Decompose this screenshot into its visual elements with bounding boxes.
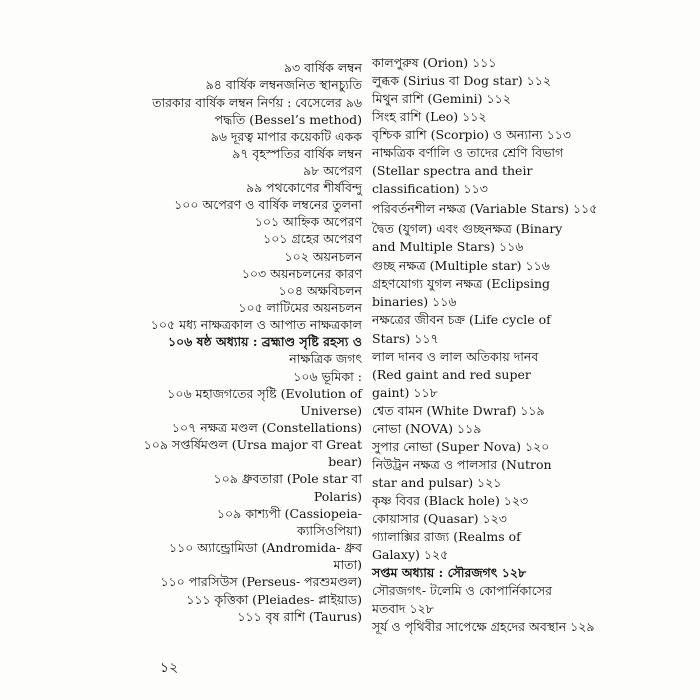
toc-line: ১০৫ লাটিমের অয়নচলন	[238, 300, 362, 315]
toc-line: Universe)	[300, 403, 362, 418]
toc-line: ১০০ অপেরণ ও বার্ষিক লম্বনের তুলনা	[174, 197, 362, 212]
toc-line: star and pulsar) ১২১	[372, 475, 502, 490]
toc-line: মতবাদ ১২৮	[372, 601, 434, 616]
toc-line: কালপুরুষ (Orion) ১১১	[372, 55, 497, 70]
toc-line: মাতা)	[333, 557, 362, 572]
toc-line: তারকার বার্ষিক লম্বন নির্ণয় : বেসেলের ৯৬	[152, 95, 362, 110]
toc-line: সুপার নোভা (Super Nova) ১২০	[372, 439, 550, 454]
toc-line: ৯৩ বার্ষিক লম্বন	[283, 60, 362, 75]
toc-line: পদ্ধতি (Bessel’s method)	[214, 112, 362, 127]
toc-line: (Stellar spectra and their	[372, 163, 533, 178]
toc-line: ১০৭ নক্ষত্র মণ্ডল (Constellations)	[171, 420, 362, 435]
toc-line: গ্যালাক্সির রাজ্য (Realms of	[372, 529, 521, 544]
toc-line: gaint) ১১৮	[372, 385, 438, 400]
page-number: ১২	[160, 660, 179, 676]
toc-line: লাল দানব ও লাল অতিকায় দানব	[372, 349, 539, 364]
toc-line: ১০৬ মহাজগতের সৃষ্টি (Evolution of	[167, 386, 362, 401]
toc-line: ১০১ গ্রহের অপেরণ	[263, 231, 362, 246]
toc-line: Galaxy) ১২৫	[372, 547, 449, 562]
toc-line: ১০৯ কাশ্যপী (Cassiopeia-	[216, 506, 362, 521]
toc-line: সূর্য ও পৃথিবীর সাপেক্ষে গ্রহদের অবস্থান ১২৯	[372, 619, 595, 634]
toc-line: ৯৮ অপেরণ	[303, 163, 362, 178]
toc-line: classification) ১১৩	[372, 181, 488, 196]
toc-line: নক্ষত্রের জীবন চক্র (Life cycle of	[372, 312, 551, 327]
toc-line: গুচ্ছ নক্ষত্র (Multiple star) ১১৬	[372, 258, 550, 273]
toc-line: নাক্ষত্রিক বর্ণালি ও তাদের শ্রেণি বিভাগ	[372, 145, 564, 160]
toc-line: বৃশ্চিক রাশি (Scorpio) ও অন্যান্য ১১৩	[372, 127, 572, 142]
toc-line: কোয়াসার (Quasar) ১২৩	[372, 511, 507, 526]
toc-line: মিথুন রাশি (Gemini) ১১২	[372, 91, 511, 106]
toc-line: নোভা (NOVA) ১১৯	[372, 421, 482, 436]
toc-line: ক্যাসিওপিয়া)	[297, 523, 362, 538]
toc-line: নাক্ষত্রিক জগৎ	[289, 351, 362, 366]
toc-line: ১০৯ সপ্তর্ষিমণ্ডল (Ursa major বা Great	[143, 437, 362, 452]
toc-line: ১০৯ ধ্রুবতারা (Pole star বা	[213, 471, 362, 486]
toc-line: ১০৬ ভূমিকা :	[293, 369, 362, 384]
toc-line: ১০৩ অয়নচলনের কারণ	[241, 266, 362, 281]
toc-line: ৯৪ বার্ষিক লম্বনজনিত স্থানচ্যুতি	[205, 77, 362, 92]
toc-line: ৯৬ দূরত্ব মাপার কয়েকটি একক	[210, 129, 362, 144]
toc-line: ১০২ অয়নচলন	[284, 249, 362, 264]
toc-line: ১১১ কৃত্তিকা (Pleiades- প্লাইয়াড)	[186, 592, 362, 607]
toc-line: শ্বেত বামন (White Dwraf) ১১৯	[372, 403, 545, 418]
toc-line: গ্রহণযোগ্য যুগল নক্ষত্র (Eclipsing	[372, 276, 551, 291]
toc-line: পরিবর্তনশীল নক্ষত্র (Variable Stars) ১১৫	[372, 201, 598, 216]
toc-line: ১১০ পারসিউস (Perseus- পরশুমণ্ডল)	[160, 574, 362, 589]
toc-line: সিংহ রাশি (Leo) ১১২	[372, 109, 487, 124]
toc-line: and Multiple Stars) ১১৬	[372, 239, 524, 254]
toc-line: ১০১ আহ্নিক অপেরণ	[254, 214, 362, 229]
toc-line: (Red gaint and red super	[372, 367, 531, 382]
toc-line: কৃষ্ণ বিবর (Black hole) ১২৩	[372, 493, 529, 508]
toc-line: লুব্ধক (Sirius বা Dog star) ১১২	[372, 73, 551, 88]
toc-line: binaries) ১১৬	[372, 294, 457, 309]
toc-line: ১০৬ ষষ্ঠ অধ্যায় : ব্রহ্মাণ্ড সৃষ্টি রহস্য ও	[167, 334, 362, 349]
toc-line: ৯৯ পথকোণের শীর্ষবিন্দু	[245, 180, 362, 195]
toc-line: দ্বৈত (যুগল) এবং গুচ্ছনক্ষত্র (Binary	[372, 221, 563, 236]
toc-line: সৌরজগৎ- টলেমি ও কোপার্নিকাসের	[372, 583, 552, 598]
toc-line: ১০৪ অক্ষবিচলন	[278, 283, 362, 298]
toc-line: ১১০ অ্যান্ড্রোমিডা (Andromida- ধ্রুব	[168, 540, 362, 555]
toc-line: সপ্তম অধ্যায় : সৌরজগৎ ১২৮	[372, 565, 527, 580]
toc-line: Stars) ১১৭	[372, 331, 439, 346]
toc-line: নিউট্রন নক্ষত্র ও পালসার (Nutron	[372, 457, 552, 472]
toc-line: ১০৫ মধ্য নাক্ষত্রকাল ও আপাত নাক্ষত্রকাল	[150, 317, 362, 332]
toc-line: ৯৭ বৃহস্পতির বার্ষিক লম্বন	[232, 146, 362, 161]
toc-line: Polaris)	[313, 489, 362, 504]
toc-line: ১১১ বৃষ রাশি (Taurus)	[237, 609, 362, 624]
toc-line: bear)	[328, 454, 362, 469]
